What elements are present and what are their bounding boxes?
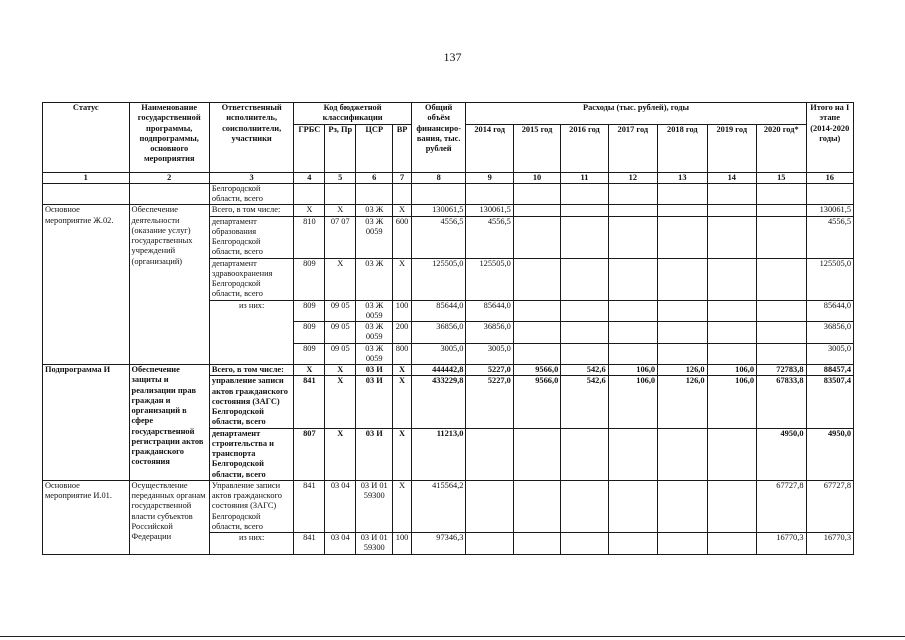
volume-cell: 444442,8	[411, 365, 466, 376]
stage-total-cell: 4950,0	[806, 428, 853, 480]
column-number: 5	[325, 172, 356, 183]
column-number: 4	[294, 172, 325, 183]
rzpr-cell: Х	[325, 376, 356, 428]
column-number: 6	[356, 172, 393, 183]
csr-cell: 03 Ж	[356, 205, 393, 216]
executor-cell: департамент строительства и транспорта Белгородской области, всего	[209, 428, 293, 480]
y2014-cell: 125505,0	[466, 258, 513, 300]
header-name: Наименование государственной программы, подпрограммы, основного мероприятия	[129, 103, 209, 173]
executor-cell: Всего, в том числе:	[209, 205, 293, 216]
csr-cell: 03 И 01 59300	[356, 533, 393, 555]
executor-cell: управление записи актов гражданского состояния (ЗАГС) Белгородской области, всего	[209, 376, 293, 428]
y2014-cell: 4556,5	[466, 216, 513, 258]
grbs-cell: Х	[294, 205, 325, 216]
volume-cell: 36856,0	[411, 322, 466, 344]
csr-cell: 03 Ж	[356, 258, 393, 300]
y2019-cell: 106,0	[707, 365, 756, 376]
status-cell: Основное мероприятие Ж.02.	[43, 205, 130, 365]
table-row	[43, 183, 854, 205]
header-budget-code: Код бюджетной классификации	[294, 103, 411, 125]
header-2020: 2020 год*	[757, 124, 807, 172]
volume-cell: 130061,5	[411, 205, 466, 216]
y2020-cell: 16770,3	[757, 533, 807, 555]
y2020-cell: 67727,8	[757, 480, 807, 532]
y2020-cell: 4950,0	[757, 428, 807, 480]
column-number: 11	[561, 172, 608, 183]
header-executor: Ответственный исполнитель, соисполнители, участники	[209, 103, 293, 173]
y2019-cell: 106,0	[707, 376, 756, 428]
header-2014: 2014 год	[466, 124, 513, 172]
name-cell: Обеспечение защиты и реализации прав граждан и организаций в сфере государственной регистрации актов гражданского состояния	[129, 365, 209, 481]
vr-cell: Х	[393, 258, 412, 300]
header-total-volume: Общий объём финансиро-вания, тыс. рублей	[411, 103, 466, 173]
y2015-cell: 9566,0	[513, 365, 560, 376]
rzpr-cell: 09 05	[325, 343, 356, 365]
header-2017: 2017 год	[608, 124, 657, 172]
column-number: 7	[393, 172, 412, 183]
executor-cell: из них:	[209, 300, 293, 365]
table-row	[43, 480, 854, 532]
vr-cell: Х	[393, 480, 412, 532]
grbs-cell: Х	[294, 365, 325, 376]
volume-cell: 11213,0	[411, 428, 466, 480]
stage-total-cell: 36856,0	[806, 322, 853, 344]
column-number: 10	[513, 172, 560, 183]
vr-cell: Х	[393, 428, 412, 480]
vr-cell: 100	[393, 533, 412, 555]
bottom-edge-line	[0, 636, 905, 637]
name-cell: Обеспечение деятельности (оказание услуг) государственных учреждений (организаций)	[129, 205, 209, 365]
grbs-cell: 807	[294, 428, 325, 480]
y2018-cell: 126,0	[658, 365, 707, 376]
rzpr-cell: 09 05	[325, 322, 356, 344]
vr-cell: 100	[393, 300, 412, 322]
y2014-cell: 130061,5	[466, 205, 513, 216]
grbs-cell: 809	[294, 343, 325, 365]
grbs-cell: 841	[294, 533, 325, 555]
stage-total-cell: 88457,4	[806, 365, 853, 376]
column-number: 2	[129, 172, 209, 183]
header-stage-total: Итого на I этапе (2014-2020 годы)	[806, 103, 853, 173]
vr-cell: Х	[393, 376, 412, 428]
stage-total-cell: 67727,8	[806, 480, 853, 532]
grbs-cell: 841	[294, 480, 325, 532]
volume-cell: 97346,3	[411, 533, 466, 555]
status-cell: Основное мероприятие И.01.	[43, 480, 130, 554]
executor-cell: департамент образования Белгородской области, всего	[209, 216, 293, 258]
header-2015: 2015 год	[513, 124, 560, 172]
executor-cell: Управление записи актов гражданского состояния (ЗАГС) Белгородской области, всего	[209, 480, 293, 532]
csr-cell: 03 И	[356, 365, 393, 376]
y2016-cell: 542,6	[561, 376, 608, 428]
y2015-cell: 9566,0	[513, 376, 560, 428]
rzpr-cell: 09 05	[325, 300, 356, 322]
y2014-cell: 3005,0	[466, 343, 513, 365]
stage-total-cell: 83507,4	[806, 376, 853, 428]
column-number: 13	[658, 172, 707, 183]
header-grbs: ГРБС	[294, 124, 325, 172]
csr-cell: 03 И 01 59300	[356, 480, 393, 532]
grbs-cell: 809	[294, 322, 325, 344]
column-number: 9	[466, 172, 513, 183]
csr-cell: 03 И	[356, 428, 393, 480]
vr-cell: 600	[393, 216, 412, 258]
volume-cell: 415564,2	[411, 480, 466, 532]
header-2019: 2019 год	[707, 124, 756, 172]
executor-cell: Всего, в том числе:	[209, 365, 293, 376]
column-number: 15	[757, 172, 807, 183]
status-cell: Подпрограмма И	[43, 365, 130, 481]
column-number: 8	[411, 172, 466, 183]
table-row	[43, 205, 854, 216]
stage-total-cell: 130061,5	[806, 205, 853, 216]
y2020-cell: 67833,8	[757, 376, 807, 428]
stage-total-cell: 16770,3	[806, 533, 853, 555]
y2017-cell: 106,0	[608, 376, 657, 428]
executor-cell: из них:	[209, 533, 293, 555]
column-number-row	[43, 172, 854, 183]
grbs-cell: 809	[294, 300, 325, 322]
grbs-cell: 809	[294, 258, 325, 300]
volume-cell: 85644,0	[411, 300, 466, 322]
volume-cell: 125505,0	[411, 258, 466, 300]
stage-total-cell: 3005,0	[806, 343, 853, 365]
header-rzpr: Рз, Пр	[325, 124, 356, 172]
y2014-cell: 85644,0	[466, 300, 513, 322]
stage-total-cell: 4556,5	[806, 216, 853, 258]
csr-cell: 03 Ж 0059	[356, 322, 393, 344]
header-2016: 2016 год	[561, 124, 608, 172]
rzpr-cell: Х	[325, 258, 356, 300]
y2020-cell: 72783,8	[757, 365, 807, 376]
vr-cell: 800	[393, 343, 412, 365]
csr-cell: 03 Ж 0059	[356, 300, 393, 322]
header-row-1	[43, 103, 854, 125]
header-expenses: Расходы (тыс. рублей), годы	[466, 103, 806, 125]
grbs-cell: 810	[294, 216, 325, 258]
header-vr: ВР	[393, 124, 412, 172]
vr-cell: 200	[393, 322, 412, 344]
column-number: 3	[209, 172, 293, 183]
y2018-cell: 126,0	[658, 376, 707, 428]
executor-cell: департамент здравоохранения Белгородской области, всего	[209, 258, 293, 300]
stage-total-cell: 125505,0	[806, 258, 853, 300]
rzpr-cell: Х	[325, 205, 356, 216]
header-status: Статус	[43, 103, 130, 173]
table-row	[43, 365, 854, 376]
y2014-cell: 5227,0	[466, 365, 513, 376]
column-number: 16	[806, 172, 853, 183]
column-number: 1	[43, 172, 130, 183]
header-csr: ЦСР	[356, 124, 393, 172]
csr-cell: 03 Ж 0059	[356, 216, 393, 258]
grbs-cell: 841	[294, 376, 325, 428]
y2016-cell: 542,6	[561, 365, 608, 376]
rzpr-cell: 03 04	[325, 480, 356, 532]
column-number: 14	[707, 172, 756, 183]
y2014-cell: 36856,0	[466, 322, 513, 344]
rzpr-cell: Х	[325, 428, 356, 480]
y2014-cell: 5227,0	[466, 376, 513, 428]
vr-cell: Х	[393, 365, 412, 376]
page-number: 137	[443, 50, 462, 64]
vr-cell: Х	[393, 205, 412, 216]
rzpr-cell: 07 07	[325, 216, 356, 258]
name-cell: Осуществление переданных органам государственной власти субъектов Российской Федерации	[129, 480, 209, 554]
column-number: 12	[608, 172, 657, 183]
executor-cell: Белгородской области, всего	[209, 183, 293, 205]
rzpr-cell: Х	[325, 365, 356, 376]
budget-table	[42, 102, 854, 555]
y2017-cell: 106,0	[608, 365, 657, 376]
volume-cell: 3005,0	[411, 343, 466, 365]
volume-cell: 4556,5	[411, 216, 466, 258]
volume-cell: 433229,8	[411, 376, 466, 428]
csr-cell: 03 Ж 0059	[356, 343, 393, 365]
stage-total-cell: 85644,0	[806, 300, 853, 322]
csr-cell: 03 И	[356, 376, 393, 428]
header-2018: 2018 год	[658, 124, 707, 172]
rzpr-cell: 03 04	[325, 533, 356, 555]
